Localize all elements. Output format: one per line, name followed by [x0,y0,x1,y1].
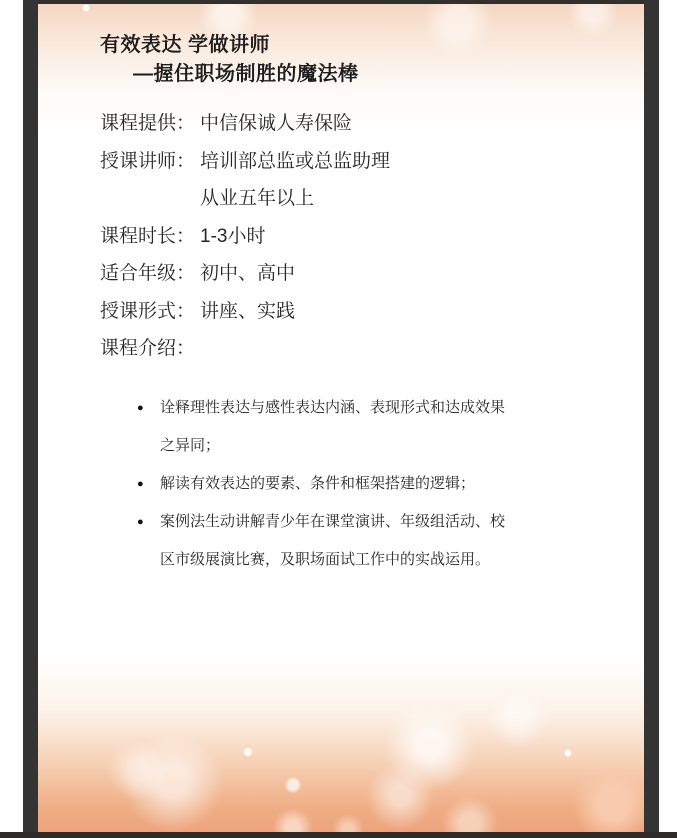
field-label: 课程介绍： [100,338,196,359]
field-label: 授课形式： [100,300,196,322]
field-value: 中信保诚人寿保险 [200,113,353,134]
field-duration [100,218,644,256]
list-item [137,503,644,579]
bullet-text: 解读有效表达的要素、条件和框架搭建的逻辑； [160,474,476,492]
field-label: 课程提供： [100,113,196,134]
bullet-text: 诠释理性表达与感性表达内涵、表现形式和达成效果之异同； [160,398,506,454]
left-dark-bar [23,0,38,838]
field-value: 1-3小时 [200,225,266,247]
bullet-dot-icon: ● [137,477,144,490]
course-description-page [38,4,644,832]
field-value-line2: 从业五年以上 [200,188,315,209]
field-value-group [200,143,390,218]
field-value: 讲座、实践 [200,300,296,322]
course-fields [100,105,644,368]
list-item [137,389,644,465]
course-title: 有效表达 学做讲师 [100,34,271,56]
field-course-intro [100,330,644,368]
field-value: 初中、高中 [200,263,296,284]
field-grade-level [100,255,644,293]
field-course-provider [100,105,644,143]
right-dark-bar [644,0,659,838]
bullet-dot-icon: ● [137,515,144,528]
field-label: 适合年级： [100,263,196,284]
course-intro-bullet-list [137,389,644,579]
bullet-text: 案例法生动讲解青少年在课堂演讲、年级组活动、校区市级展演比赛，及职场面试工作中的实战运用。 [160,512,506,568]
field-label: 授课讲师： [100,150,196,172]
bullet-dot-icon: ● [137,401,144,414]
course-subtitle: —握住职场制胜的魔法棒 [133,63,359,85]
field-label: 课程时长： [100,225,196,247]
bottom-dark-strip [0,832,677,838]
page-content [38,4,644,579]
field-format [100,293,644,331]
field-value: 培训部总监或总监助理 [200,150,391,172]
list-item [137,465,644,503]
field-lecturer [100,143,644,218]
